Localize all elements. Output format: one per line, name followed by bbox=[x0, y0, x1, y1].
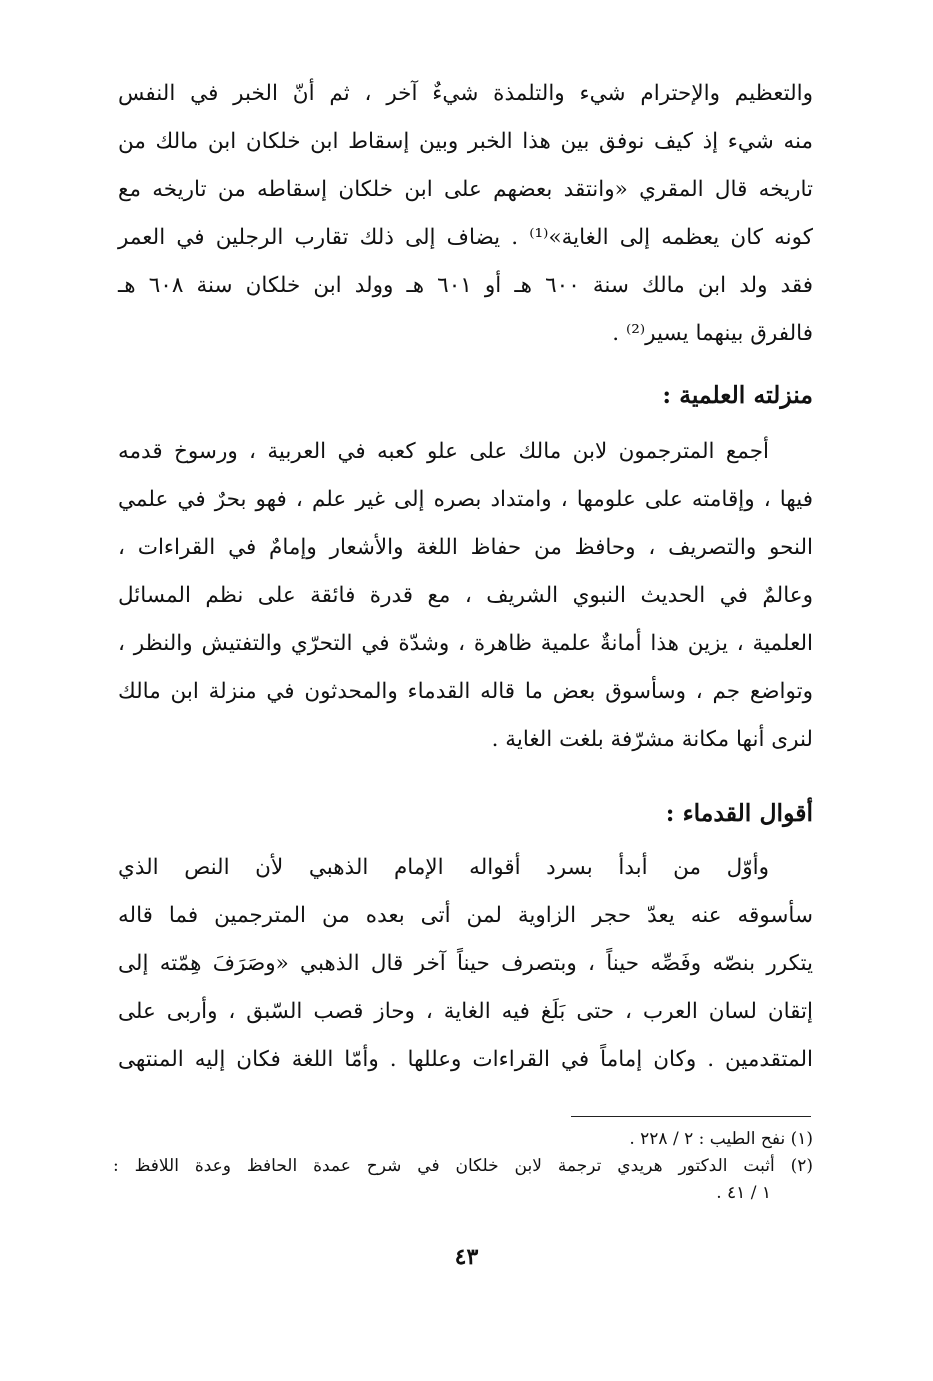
text-line: إتقان لسان العرب ، حتى بَلَغ فيه الغاية ، وحاز قصب السّبق ، وأربى على bbox=[118, 999, 813, 1024]
paragraph-2 bbox=[118, 428, 813, 764]
page-body bbox=[118, 70, 813, 1084]
text-line: العلمية ، يزين هذا أمانةٌ علمية ظاهرة ، وشدّة في التحرّي والتفتيش والنظر ، bbox=[118, 631, 813, 656]
text-line: فيها ، وإقامته على علومها ، وامتداد بصره إلى غير علم ، فهو بحرٌ في علمي bbox=[118, 487, 813, 512]
text-line: لنرى أنها مكانة مشرّفة بلغت الغاية . bbox=[491, 727, 813, 752]
footnote-1: (١) نفح الطيب : ٢ / ٢٢٨ . bbox=[629, 1129, 813, 1149]
text-line: كونه كان يعظمه إلى الغاية»⁽¹⁾ . يضاف إلى ذلك تقارب الرجلين في العمر bbox=[118, 225, 813, 250]
text-line: والتعظيم والإحترام شيء والتلمذة شيءٌ آخر ، ثم أنّ الخبر في النفس bbox=[118, 81, 813, 106]
text-line: فقد ولد ابن مالك سنة ٦٠٠ هـ أو ٦٠١ هـ وولد ابن خلكان سنة ٦٠٨ هـ bbox=[118, 273, 813, 298]
text-line: وعالمٌ في الحديث النبوي الشريف ، مع قدرة فائقة على نظم المسائل bbox=[118, 583, 813, 608]
text-line: تاريخه قال المقري «وانتقد بعضهم على ابن خلكان إسقاطه من تاريخه مع bbox=[118, 177, 813, 202]
footnote-2: (٢) أثبت الدكتور هريدي ترجمة لابن خلكان في شرح عمدة الحافظ وعدة اللافظ : bbox=[113, 1156, 813, 1176]
text-line: وأوّل من أبدأ بسرد أقواله الإمام الذهبي لأن النص الذي bbox=[118, 855, 769, 880]
paragraph-3 bbox=[118, 844, 813, 1084]
paragraph-1 bbox=[118, 70, 813, 358]
text-line: فالفرق بينهما يسير⁽²⁾ . bbox=[612, 321, 813, 346]
text-line: أجمع المترجمون لابن مالك على علو كعبه في العربية ، ورسوخ قدمه bbox=[118, 439, 769, 464]
footnote-divider bbox=[571, 1116, 811, 1117]
text-line: منه شيء إذ كيف نوفق بين هذا الخبر وبين إسقاط ابن خلكان ابن مالك من bbox=[118, 129, 813, 154]
text-line: المتقدمين . وكان إماماً في القراءات وعللها . وأمّا اللغة فكان إليه المنتهى bbox=[118, 1047, 813, 1072]
page-number: ٤٣ bbox=[454, 1244, 479, 1270]
footnote-2-continuation: ١ / ٤١ . bbox=[716, 1183, 771, 1203]
section-heading-scholarly-rank: منزلته العلمية : bbox=[662, 381, 813, 409]
section-heading-sayings-of-predecessors: أقوال القدماء : bbox=[665, 799, 813, 827]
footnotes bbox=[113, 1126, 813, 1207]
text-line: النحو والتصريف ، وحافظ من حفاظ اللغة والأشعار وإمامٌ في القراءات ، bbox=[118, 535, 813, 560]
text-line: سأسوقه عنه يعدّ حجر الزاوية لمن أتى بعده من المترجمين فما قاله bbox=[118, 903, 813, 928]
text-line: يتكرر بنصّه وفَصِّه حيناً ، وبتصرف حيناً آخر قال الذهبي «وصَرَفَ هِمّته إلى bbox=[118, 951, 813, 976]
text-line: وتواضع جم ، وسأسوق بعض ما قاله القدماء والمحدثون في منزلة ابن مالك bbox=[118, 679, 813, 704]
